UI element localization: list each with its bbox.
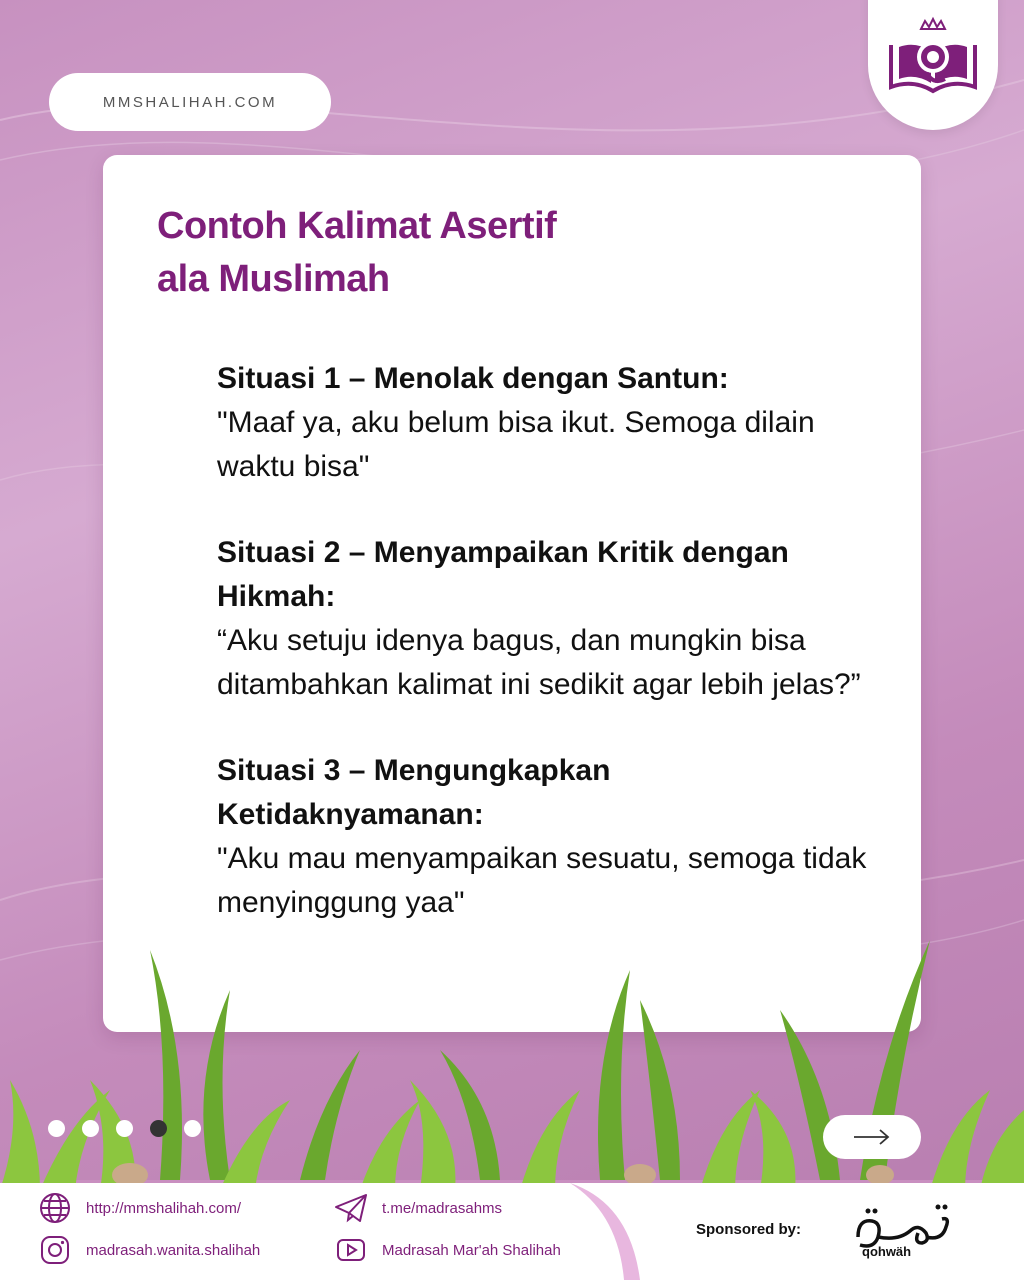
situation-quote: “Aku setuju idenya bagus, dan mungkin bisa ditambahkan kalimat ini sedikit agar lebih jelas?” (217, 624, 861, 701)
madrasah-book-crown-logo-icon (883, 15, 983, 105)
footer-telegram-text: t.me/madrasahms (382, 1199, 503, 1217)
page-dot[interactable] (116, 1120, 133, 1137)
footer (0, 1183, 1024, 1280)
situation-heading: Situasi 1 – Menolak dengan Santun: (217, 362, 729, 395)
footer-youtube-text: Madrasah Mar'ah Shalihah (382, 1241, 561, 1259)
page-indicator (48, 1120, 201, 1137)
page-dot[interactable] (82, 1120, 99, 1137)
site-url-text: MMSHALIHAH.COM (102, 93, 278, 111)
card-title-line-1: Contoh Kalimat Asertif (157, 205, 557, 247)
situation-quote: "Aku mau menyampaikan sesuatu, semoga tidak menyinggung yaa" (217, 842, 867, 919)
situation-heading: Situasi 3 – Mengungkapkan Ketidaknyamanan: (217, 754, 611, 831)
card-title-line-2: ala Muslimah (157, 258, 390, 300)
situation-quote: "Maaf ya, aku belum bisa ikut. Semoga dilain waktu bisa" (217, 406, 815, 483)
sponsor-label: Sponsored by: (696, 1221, 802, 1238)
next-button[interactable] (823, 1115, 921, 1159)
footer-website-text: http://mmshalihah.com/ (86, 1199, 242, 1217)
instagram-icon (38, 1233, 72, 1267)
situation-heading: Situasi 2 – Menyampaikan Kritik dengan Hikmah: (217, 536, 789, 613)
situation-item-3 (217, 749, 867, 925)
footer-youtube[interactable] (334, 1233, 561, 1267)
situation-list (217, 357, 867, 967)
situation-item-2 (217, 531, 867, 707)
arrow-right-icon (852, 1127, 892, 1147)
content-card (103, 155, 921, 1032)
site-url-pill[interactable] (49, 73, 331, 131)
page-dot-active[interactable] (150, 1120, 167, 1137)
sponsor-logo-icon (838, 1197, 978, 1271)
page-dot[interactable] (184, 1120, 201, 1137)
footer-telegram[interactable] (334, 1191, 502, 1225)
footer-website[interactable] (38, 1191, 241, 1225)
youtube-icon (334, 1233, 368, 1267)
brand-logo (868, 0, 998, 130)
footer-instagram[interactable] (38, 1233, 260, 1267)
footer-swoosh (560, 1183, 680, 1280)
footer-instagram-text: madrasah.wanita.shalihah (86, 1241, 261, 1259)
page-dot[interactable] (48, 1120, 65, 1137)
situation-item-1 (217, 357, 867, 489)
globe-icon (38, 1191, 72, 1225)
telegram-icon (334, 1191, 368, 1225)
card-title (157, 200, 757, 306)
sponsor-name: qohwäh (862, 1244, 912, 1259)
